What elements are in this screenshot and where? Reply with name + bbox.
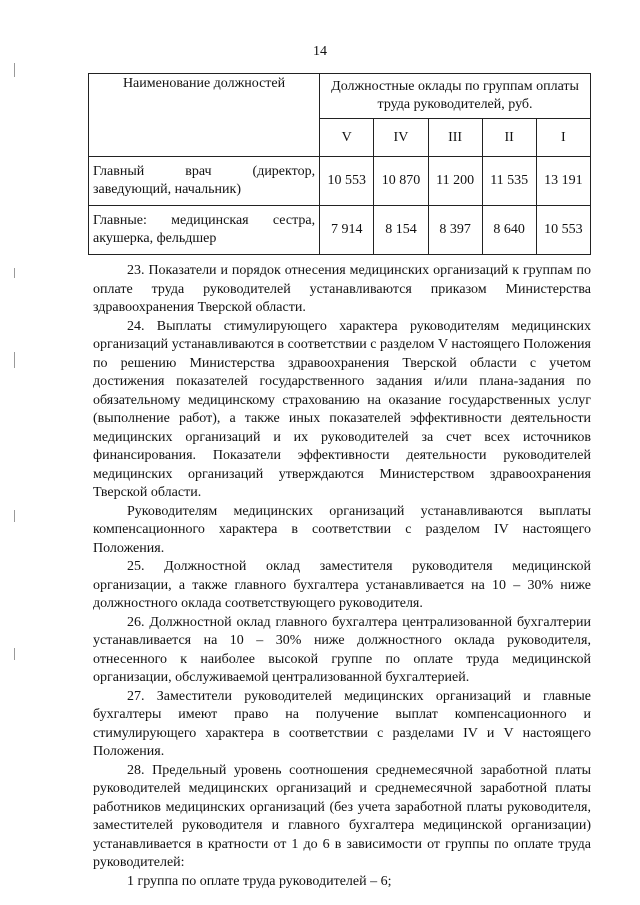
table-row [89, 206, 591, 255]
salary-value: 10 553 [320, 157, 374, 206]
salary-value: 11 535 [482, 157, 536, 206]
salary-value: 8 154 [374, 206, 428, 255]
margin-mark [14, 510, 15, 522]
paragraph-27: 27. Заместители руководителей медицинских организаций и главные бухгалтеры имеют право на получение выплат компенсационного и стимулирующего характера в соответствии с разделами IV и V настоящего Положения. [93, 688, 591, 759]
paragraph-26: 26. Должностной оклад главного бухгалтера централизованной бухгалтерии устанавливается на 10 – 30% ниже должностного оклада руководителя, отнесенного к наиболее высокой группе по оплате труда медицинской организации, обслуживаемой централизованной бухгалтерией. [93, 614, 591, 685]
position-word: сестра, [272, 213, 316, 228]
salary-value: 13 191 [536, 157, 590, 206]
paragraph-compensation: Руководителям медицинских организаций устанавливаются выплаты компенсационного характера в соответствии с разделом IV настоящего Положения. [93, 503, 591, 556]
position-word: Главный [93, 164, 145, 179]
salary-value: 11 200 [428, 157, 482, 206]
salary-value: 10 870 [374, 157, 428, 206]
margin-mark [14, 648, 15, 660]
position-word: медицинская [171, 213, 249, 228]
salary-value: 10 553 [536, 206, 590, 255]
salary-value: 7 914 [320, 206, 374, 255]
group-label: V [320, 119, 374, 157]
position-line: акушерка, фельдшер [93, 231, 217, 246]
margin-mark [14, 268, 15, 278]
margin-mark [14, 63, 15, 77]
salary-table [88, 73, 591, 255]
group-label: III [428, 119, 482, 157]
position-word: Главные: [93, 213, 147, 228]
position-cell [89, 206, 320, 255]
document-body [93, 262, 591, 891]
group-label: I [536, 119, 590, 157]
header-position-name: Наименование должностей [89, 74, 320, 157]
salary-value: 8 397 [428, 206, 482, 255]
paragraph-23: 23. Показатели и порядок отнесения медицинских организаций к группам по оплате труда руководителей устанавливаются приказом Министерства здравоохранения Тверской области. [93, 263, 591, 315]
header-salary-groups: Должностные оклады по группам оплаты труда руководителей, руб. [320, 74, 591, 119]
position-word: (директор, [252, 164, 316, 179]
table-row [89, 157, 591, 206]
paragraph-24: 24. Выплаты стимулирующего характера руководителям медицинских организаций устанавливаются в соответствии с разделом V настоящего Положения по решению Министерства здравоохранения Тверской области с учетом достижения показателей государственного задания и/или плана-задания по обязательному медицинскому страхованию на оказание государственных услуг (выполнение работ), а также иных показателей эффективности деятельности медицинских организаций и их руководителей за счет всех источников финансирования. Показатели эффективности деятельности руководителей медицинских организаций утверждаются Министерством здравоохранения Тверской области. [93, 318, 591, 500]
group-label: IV [374, 119, 428, 157]
salary-value: 8 640 [482, 206, 536, 255]
group-label: II [482, 119, 536, 157]
table-header-row [89, 74, 591, 119]
position-word: врач [185, 164, 212, 179]
margin-mark [14, 352, 15, 368]
paragraph-25: 25. Должностной оклад заместителя руководителя медицинской организации, а также главного бухгалтера устанавливается на 10 – 30% ниже должностного оклада соответствующего руководителя. [93, 559, 591, 611]
position-cell [89, 157, 320, 206]
page-number: 14 [313, 44, 327, 59]
paragraph-28: 28. Предельный уровень соотношения среднемесячной заработной платы руководителей медицинских организаций и среднемесячной заработной платы работников медицинских организаций (без учета заработной платы руководителя, заместителей руководителя и главного бухгалтера медицинской организации) устанавливается в кратности от 1 до 6 в зависимости от группы по оплате труда руководителей: [93, 762, 591, 870]
position-line: заведующий, начальник) [93, 182, 241, 197]
paragraph-group-1: 1 группа по оплате труда руководителей – 6; [127, 873, 392, 889]
